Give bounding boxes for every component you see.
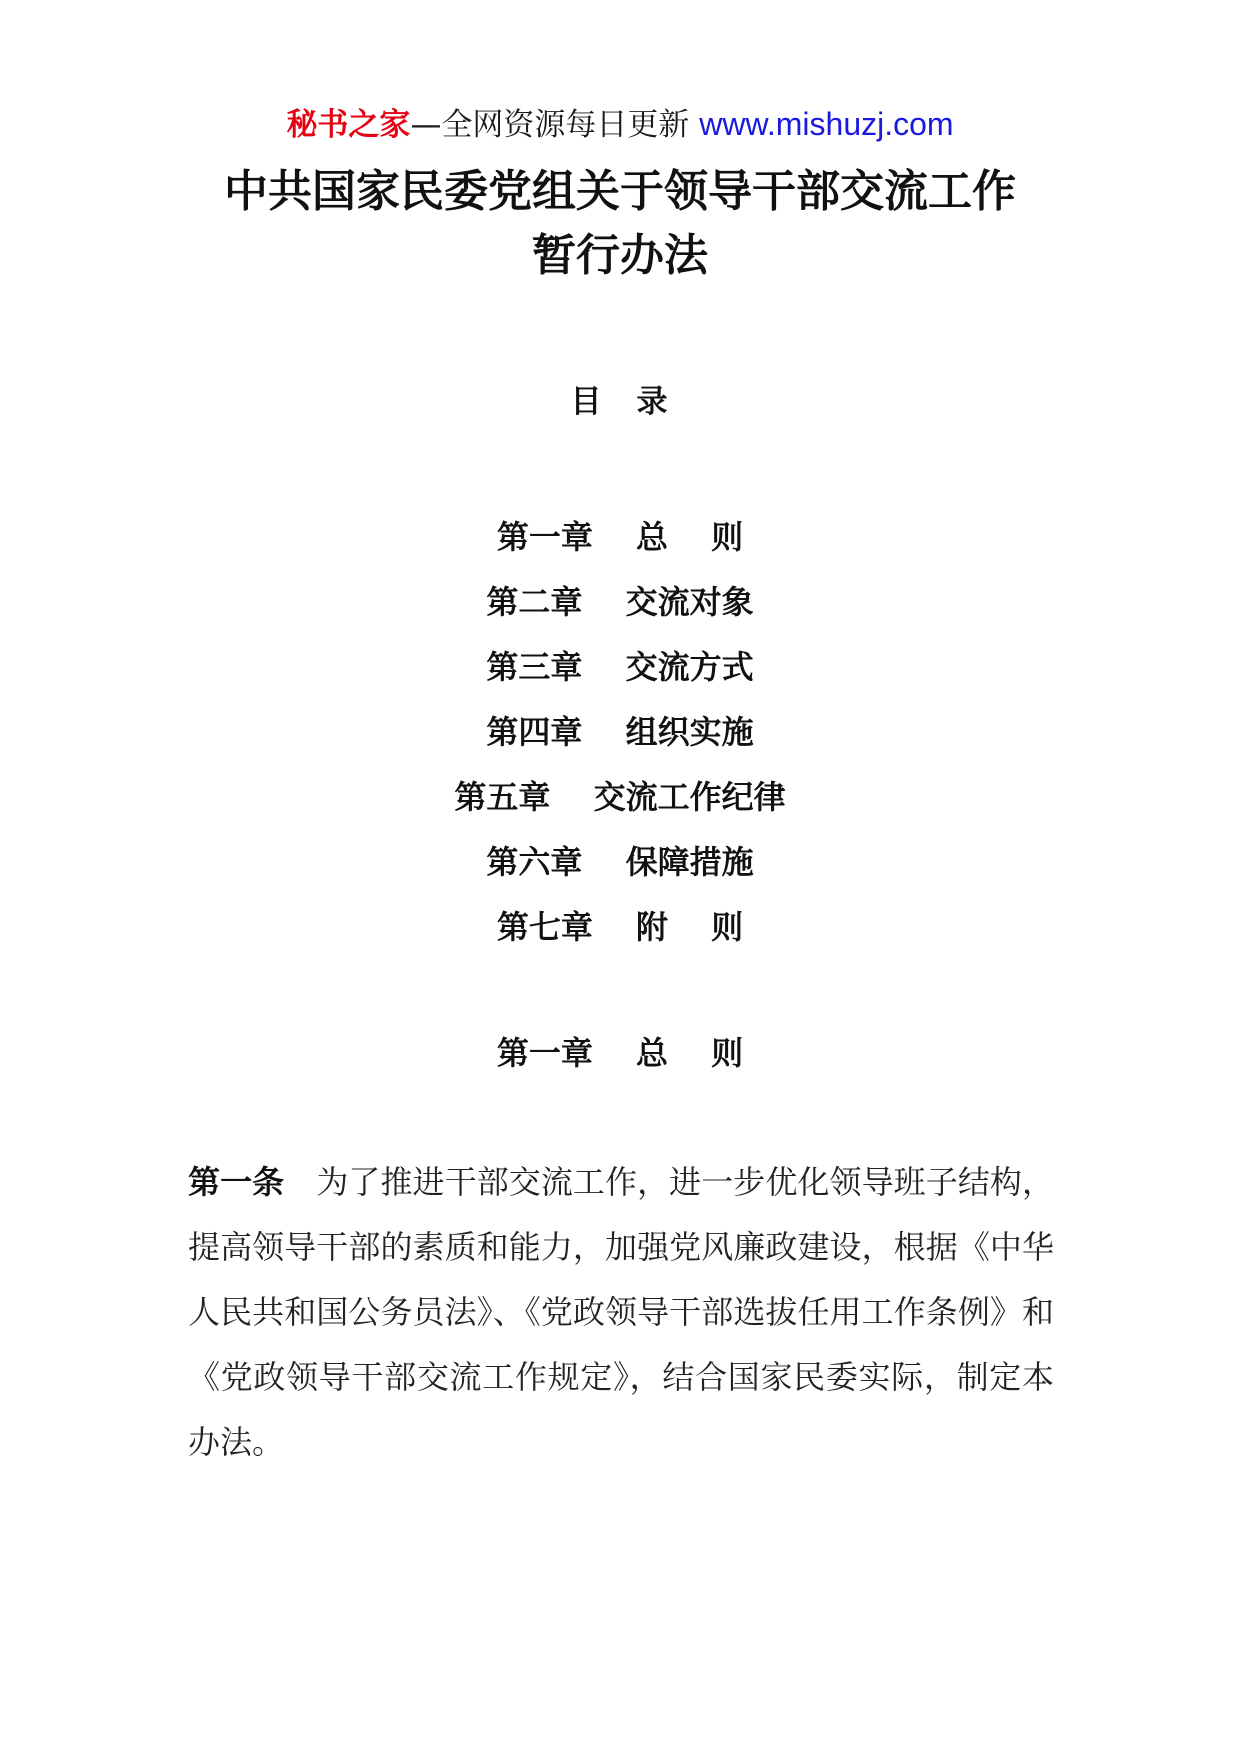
document-title-line-2: 暂行办法 bbox=[532, 230, 708, 281]
table-of-contents bbox=[0, 505, 1240, 960]
article-1-label: 第一条 bbox=[188, 1163, 317, 1201]
site-url-link[interactable]: www.mishuzj.com bbox=[699, 106, 954, 142]
toc-item-chapter-2: 第二章 交流对象 bbox=[486, 583, 754, 621]
document-title bbox=[0, 160, 1240, 288]
toc-item-chapter-1: 第一章 总 则 bbox=[496, 518, 744, 556]
toc-item-chapter-4: 第四章 组织实施 bbox=[486, 713, 754, 751]
article-1 bbox=[188, 1150, 1054, 1475]
chapter-1-heading: 第一章 总 则 bbox=[496, 1034, 744, 1072]
toc-item-chapter-6: 第六章 保障措施 bbox=[486, 843, 754, 881]
document-title-line-1: 中共国家民委党组关于领导干部交流工作 bbox=[224, 166, 1016, 217]
toc-item-chapter-5: 第五章 交流工作纪律 bbox=[454, 778, 786, 816]
article-1-text: 为了推进干部交流工作，进一步优化领导班子结构，提高领导干部的素质和能力，加强党风廉政建设，根据《中华人民共和国公务员法》、《党政领导干部选拔任用工作条例》和《党政领导干部交流工作规定》，结合国家民委实际，制定本办法。 bbox=[188, 1163, 1054, 1461]
toc-item-chapter-7: 第七章 附 则 bbox=[496, 908, 744, 946]
toc-heading: 目 录 bbox=[570, 384, 670, 420]
toc-item-chapter-3: 第三章 交流方式 bbox=[486, 648, 754, 686]
site-slogan: —全网资源每日更新 bbox=[410, 107, 700, 143]
site-banner bbox=[0, 100, 1240, 149]
site-brand: 秘书之家 bbox=[286, 107, 411, 143]
